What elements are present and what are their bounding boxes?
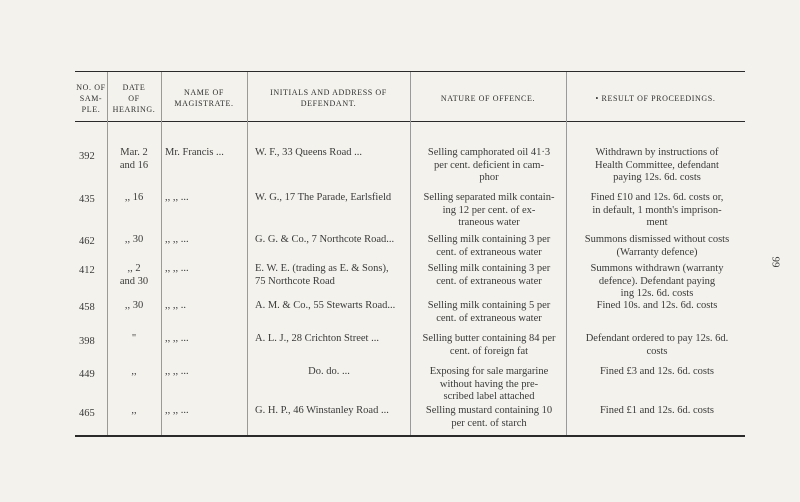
sample-number: 435 bbox=[79, 194, 95, 205]
offence: Selling milk containing 5 per cent. of extraneous water bbox=[427, 300, 551, 324]
sample-number: 412 bbox=[79, 265, 95, 276]
result: Fined £10 and 12s. 6d. costs or, in default, 1 month's imprison- ment bbox=[590, 192, 724, 228]
offence: Selling milk containing 3 per cent. of extraneous water bbox=[427, 234, 551, 258]
sample-number: 392 bbox=[79, 151, 95, 162]
defendant: W. G., 17 The Parade, Earlsfield bbox=[255, 192, 392, 203]
sample-number: 449 bbox=[79, 369, 95, 380]
result: Withdrawn by instructions of Health Committee, defendant paying 12s. 6d. costs bbox=[595, 147, 719, 183]
result: Summons dismissed without costs (Warranty defence) bbox=[584, 234, 730, 258]
result: Fined 10s. and 12s. 6d. costs bbox=[596, 300, 718, 311]
header-no-of-sample: NO. OF SAM- PLE. bbox=[76, 82, 106, 114]
sample-number: 465 bbox=[79, 408, 95, 419]
column-divider bbox=[107, 72, 108, 435]
hearing-date: ,, 16 bbox=[124, 192, 144, 203]
hearing-date: ,, 30 bbox=[124, 300, 144, 311]
column-divider bbox=[410, 72, 411, 435]
defendant: G. H. P., 46 Winstanley Road ... bbox=[255, 405, 389, 416]
offence: Selling mustard containing 10 per cent. of starch bbox=[425, 405, 553, 429]
result: Summons withdrawn (warranty defence). Defendant paying ing 12s. 6d. costs bbox=[590, 263, 724, 299]
hearing-date: ,, 30 bbox=[124, 234, 144, 245]
defendant: A. M. & Co., 55 Stewarts Road... bbox=[255, 300, 396, 311]
header-nature-of-offence: NATURE OF OFFENCE. bbox=[440, 93, 536, 103]
header-initials-address: INITIALS AND ADDRESS OF DEFENDANT. bbox=[270, 88, 387, 108]
defendant: Do. do. ... bbox=[308, 366, 350, 377]
sample-number: 398 bbox=[79, 336, 95, 347]
column-divider bbox=[566, 72, 567, 435]
bottom-rule bbox=[75, 435, 745, 437]
header-result: • RESULT OF PROCEEDINGS. bbox=[595, 93, 716, 103]
defendant: E. W. E. (trading as E. & Sons), 75 Northcote Road bbox=[255, 263, 389, 287]
result: Fined £3 and 12s. 6d. costs bbox=[599, 366, 715, 377]
column-divider bbox=[247, 72, 248, 435]
sample-number: 462 bbox=[79, 236, 95, 247]
hearing-date: ,, bbox=[131, 405, 137, 416]
page-number: 99 bbox=[769, 256, 782, 268]
header-date-of-hearing: DATE OF HEARING. bbox=[112, 82, 156, 114]
offence: Selling milk containing 3 per cent. of extraneous water bbox=[427, 263, 551, 287]
defendant: A. L. J., 28 Crichton Street ... bbox=[255, 333, 379, 344]
magistrate-name: ,, ,, .. bbox=[165, 300, 186, 311]
magistrate-name: ,, ,, ... bbox=[165, 405, 189, 416]
hearing-date: Mar. 2 and 16 bbox=[119, 147, 149, 171]
sample-number: 458 bbox=[79, 302, 95, 313]
defendant: W. F., 33 Queens Road ... bbox=[255, 147, 362, 158]
offence: Selling separated milk contain- ing 12 per cent. of ex- traneous water bbox=[423, 192, 555, 228]
header-name-of-magistrate: NAME OF MAGISTRATE. bbox=[174, 88, 234, 108]
hearing-date: " bbox=[131, 333, 137, 344]
magistrate-name: ,, ,, ... bbox=[165, 366, 189, 377]
result: Defendant ordered to pay 12s. 6d. costs bbox=[585, 333, 729, 357]
offence: Exposing for sale margarine without having the pre- scribed label attached bbox=[429, 366, 549, 402]
defendant: G. G. & Co., 7 Northcote Road... bbox=[255, 234, 395, 245]
hearing-date: ,, 2 and 30 bbox=[119, 263, 149, 287]
offence: Selling butter containing 84 per cent. of foreign fat bbox=[422, 333, 556, 357]
magistrate-name: ,, ,, ... bbox=[165, 192, 189, 203]
magistrate-name: Mr. Francis ... bbox=[165, 147, 224, 158]
column-divider bbox=[161, 72, 162, 435]
magistrate-name: ,, ,, ... bbox=[165, 263, 189, 274]
offence: Selling camphorated oil 41·3 per cent. deficient in cam- phor bbox=[427, 147, 551, 183]
hearing-date: ,, bbox=[131, 366, 137, 377]
magistrate-name: ,, ,, ... bbox=[165, 333, 189, 344]
result: Fined £1 and 12s. 6d. costs bbox=[599, 405, 715, 416]
magistrate-name: ,, ,, ... bbox=[165, 234, 189, 245]
